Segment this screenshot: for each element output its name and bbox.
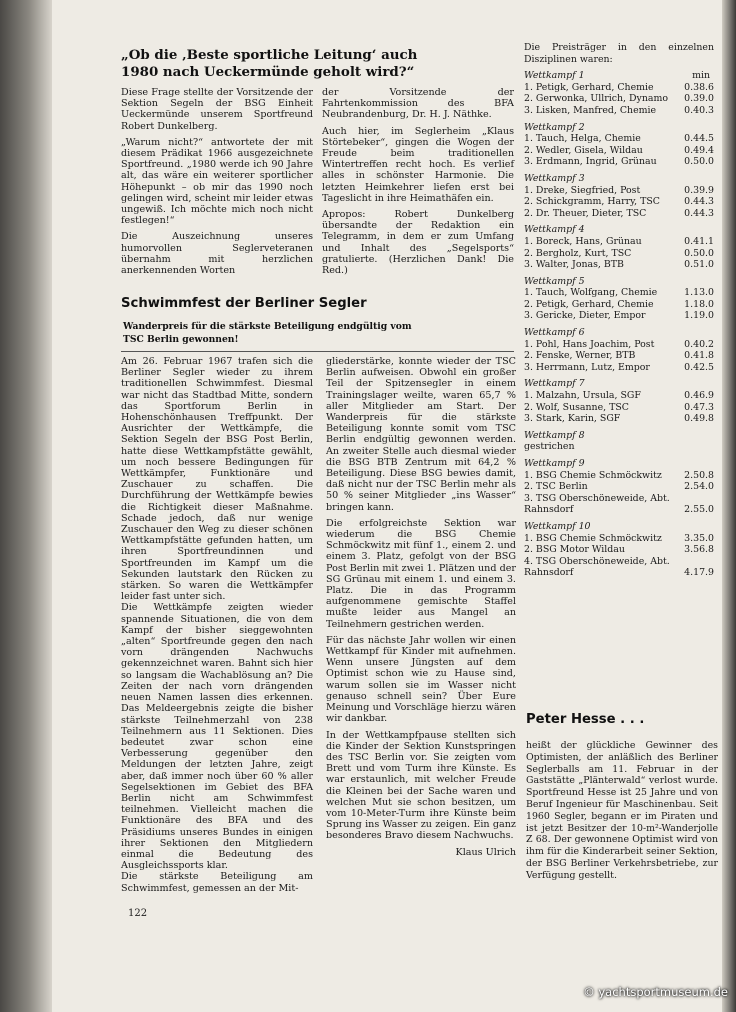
result-time: 0.49.4 <box>684 144 714 156</box>
article1-paragraph: „Warum nicht?“ antwortete der mit diesem Prädikat 1966 ausgezeichnete Sportfreund. „1980 werde ich 90 Jahre alt, das wäre ein weiterer sportlicher Höhepunkt – ob mir das 1990 noch gelingen wird, scheint mir leider etwas ungewiß. Ich möchte mich noch nicht festlegen!“ <box>121 136 313 227</box>
article1-paragraph: Diese Frage stellte der Vorsitzende der Sektion Segeln der BSG Einheit Ueckermünde unserem Sportfreund Robert Dunkelberg. <box>121 87 313 132</box>
result-row <box>524 208 714 220</box>
article1-column-right <box>322 87 514 281</box>
result-time: 0.51.0 <box>684 259 714 271</box>
result-place: 1. BSG Chemie Schmöckwitz <box>524 532 662 544</box>
result-place: 1. Dreke, Siegfried, Post <box>524 184 641 196</box>
result-place: 1. Malzahn, Ursula, SGF <box>524 390 641 402</box>
article2-paragraph: In der Wettkampfpause stellten sich die Kinder der Sektion Kunstspringen des TSC Berlin vor. Sie zeigten vom Brett und vom Turm ihre Künste. Es war erstaunlich, mit welcher Freude die Kleinen bei der Sache waren und welchen Mut sie schon besitzen, um vom 10-Meter-Turm ihre Künste beim Sprung ins Wasser zu zeigen. Ein ganz besonderes Bravo diesem Nachwuchs. <box>326 729 516 842</box>
result-place: 1. Petigk, Gerhard, Chemie <box>524 81 654 93</box>
result-place: 3. Walter, Jonas, BTB <box>524 259 624 271</box>
book-spine-shadow <box>0 0 52 1012</box>
event-heading <box>524 458 714 470</box>
results-events <box>524 70 714 579</box>
result-place: 3. Herrmann, Lutz, Empor <box>524 361 650 373</box>
article2-paragraph: Die erfolgreichste Sektion war wiederum die BSG Chemie Schmöckwitz mit fünf 1., einem 2. und einem 3. Platz, gefolgt von der BSG Post Berlin mit zwei 1. Plätzen und der SG Grünau mit einem 1. und einem 3. Platz. Die in das Programm aufgenommene gemischte Staffel mußte leider aus Mangel an Teilnehmern gestrichen werden. <box>326 517 516 630</box>
result-place: 3. Erdmann, Ingrid, Grünau <box>524 156 657 168</box>
result-time: 2.50.8 <box>684 469 714 481</box>
article3-paragraph: heißt der glückliche Gewinner des Optimisten, der anläßlich des Berliner Seglerballs am 11. Februar in der Gaststätte „Plänterwald“ verlost wurde. Sportfreund Hesse ist 25 Jahre und von Beruf Ingenieur für Maschinenbau. Seit 1960 Segler, begann er im Piraten und ist jetzt Besitzer der 10-m²-Wanderjolle Z 68. Der gewonnene Optimist wird von ihm für die Kinderarbeit seiner Sektion, der BSG Berliner Verkehrsbetriebe, zur Verfügung gestellt. <box>526 740 718 881</box>
results-list <box>524 42 714 579</box>
result-time: 0.44.3 <box>684 196 714 208</box>
event-name: Wettkampf 3 <box>524 172 585 184</box>
result-row <box>524 145 714 157</box>
result-place: 1. Tauch, Wolfgang, Chemie <box>524 287 658 299</box>
result-place: 2. Bergholz, Kurt, TSC <box>524 247 632 259</box>
article2-title: Schwimmfest der Berliner Segler <box>121 296 367 311</box>
result-place: 1. Pohl, Hans Joachim, Post <box>524 338 655 350</box>
result-row <box>524 339 714 351</box>
event-name: Wettkampf 8 <box>524 429 585 441</box>
result-row <box>524 259 714 271</box>
result-place: 4. TSG Oberschöneweide, Abt. Rahnsdorf <box>524 555 670 579</box>
event-heading <box>524 224 714 236</box>
result-row <box>524 133 714 145</box>
article2-paragraph: Die stärkste Beteiligung am Schwimmfest, gemessen an der Mit- <box>121 871 313 894</box>
article2-paragraph: Für das nächste Jahr wollen wir einen Wettkampf für Kinder mit aufnehmen. Wenn unsere Jüngsten auf dem Optimist schon wie zu Hause sind, warum sollen sie im Wasser nicht genauso schnell sein? Über Eure Meinung und Vorschläge hierzu wären wir dankbar. <box>326 634 516 725</box>
event-name: Wettkampf 2 <box>524 121 585 133</box>
result-row <box>524 82 714 94</box>
result-time: 0.47.3 <box>684 401 714 413</box>
time-unit-label: min <box>692 70 710 82</box>
result-place: 1. Tauch, Helga, Chemie <box>524 133 641 145</box>
result-time: 0.42.5 <box>684 361 714 373</box>
result-place: 2. Wolf, Susanne, TSC <box>524 401 629 413</box>
event-name: Wettkampf 5 <box>524 275 585 287</box>
result-time: 0.44.5 <box>684 133 714 145</box>
article2-column-right <box>326 356 516 858</box>
article1-paragraph: Die Auszeichnung unseres humorvollen Seglerveteranen übernahm mit herzlichen anerkennenden Worten <box>121 231 313 277</box>
article3-title: Peter Hesse . . . <box>526 712 645 727</box>
result-time: 3.35.0 <box>684 532 714 544</box>
event-name: Wettkampf 6 <box>524 327 585 339</box>
result-place: 2. Fenske, Werner, BTB <box>524 350 636 362</box>
event-heading <box>524 173 714 185</box>
result-row <box>524 105 714 117</box>
result-time: 0.39.0 <box>684 93 714 105</box>
result-place: 3. Gericke, Dieter, Empor <box>524 310 646 322</box>
article2-column-left <box>121 356 313 899</box>
result-row <box>524 156 714 168</box>
result-row <box>524 470 714 482</box>
event-heading <box>524 122 714 134</box>
result-row <box>524 310 714 322</box>
result-place: 3. Stark, Karin, SGF <box>524 413 621 425</box>
result-time: 0.40.3 <box>684 104 714 116</box>
article1-paragraph: Auch hier, im Seglerheim „Klaus Störtebeker“, gingen die Wogen der Freude beim traditionellen Wintertreffen recht hoch. Es verlief alles in schönster Harmonie. Die letzten Heimkehrer liefen erst bei Tageslicht in ihre Heimathäfen ein. <box>322 125 514 204</box>
result-row <box>524 556 714 579</box>
result-time: 1.19.0 <box>684 310 714 322</box>
result-time: 0.50.0 <box>684 247 714 259</box>
result-time: 3.56.8 <box>684 544 714 556</box>
event-name: Wettkampf 9 <box>524 458 585 469</box>
article1-paragraph: Apropos: Robert Dunkelberg übersandte der Redaktion ein Telegramm, in dem er zum Umfang und Inhalt des „Segelsports“ gratulierte. (Herzlichen Dank! Die Red.) <box>322 209 514 277</box>
result-time: 0.44.3 <box>684 207 714 219</box>
result-time: 1.13.0 <box>684 287 714 299</box>
article3-column <box>526 740 718 887</box>
article2-paragraph: Die Wettkämpfe zeigten wieder spannende Situationen, die von dem Kampf der bisher sieggewohnten „alten“ Sportfreunde gegen den nach vorn drängenden Nachwuchs gekennzeichnet waren. Bahnt sich hier so langsam die Wachablösung an? Die Zeiten der nach vorn drängenden neuen Namen lassen dies erkennen. Das Meldeergebnis zeigte die bisher stärkste Teilnehmerzahl von 238 Teilnehmern aus 11 Sektionen. Dies bedeutet zwar schon eine Verbesserung gegenüber den Meldungen der letzten Jahre, zeigt aber, daß immer noch über 60 % aller Segelsektionen im Gebiet des BFA Berlin nicht am Schwimmfest teilnehmen. Vielleicht machen die Funktionäre des BFA und des Präsidiums unseres Bundes in einigen ihrer Sektionen den Mitgliedern einmal die Bedeutung des Ausgleichssports klar. <box>121 602 313 872</box>
result-place: 3. TSG Oberschöneweide, Abt. Rahnsdorf <box>524 492 670 516</box>
result-place: 2. BSG Motor Wildau <box>524 544 625 556</box>
result-place: 2. Schickgramm, Harry, TSC <box>524 196 660 208</box>
event-heading <box>524 430 714 442</box>
article1-column-left <box>121 87 313 281</box>
result-place: 1. Boreck, Hans, Grünau <box>524 235 642 247</box>
result-row <box>524 236 714 248</box>
result-place: 2. Dr. Theuer, Dieter, TSC <box>524 207 647 219</box>
result-row <box>524 299 714 311</box>
result-time: 0.49.8 <box>684 413 714 425</box>
result-place: 2. Gerwonka, Ullrich, Dynamo <box>524 93 668 105</box>
result-time: 0.41.8 <box>684 350 714 362</box>
result-place: 2. Wedler, Gisela, Wildau <box>524 144 643 156</box>
result-place: 3. Lisken, Manfred, Chemie <box>524 104 657 116</box>
article1-title: „Ob die ‚Beste sportliche Leitung‘ auch 1980 nach Ueckermünde geholt wird?“ <box>121 47 418 80</box>
result-row <box>524 287 714 299</box>
result-row <box>524 402 714 414</box>
result-time: 0.50.0 <box>684 156 714 168</box>
event-heading <box>524 521 714 533</box>
event-name: Wettkampf 1 <box>524 70 585 82</box>
result-row <box>524 481 714 493</box>
result-time: 0.46.9 <box>684 390 714 402</box>
result-time: 2.55.0 <box>684 504 714 516</box>
event-name: Wettkampf 10 <box>524 520 591 532</box>
result-place: 2. TSC Berlin <box>524 481 588 493</box>
watermark: © yachtsportmuseum.de <box>583 985 728 999</box>
result-time: 2.54.0 <box>684 481 714 493</box>
result-row <box>524 185 714 197</box>
result-row <box>524 93 714 105</box>
page-edge-shadow <box>722 0 736 1012</box>
result-row <box>524 362 714 374</box>
result-place: 2. Petigk, Gerhard, Chemie <box>524 298 654 310</box>
event-heading <box>524 276 714 288</box>
article2-author: Klaus Ulrich <box>455 846 516 858</box>
result-row <box>524 544 714 556</box>
result-row <box>524 196 714 208</box>
result-row <box>524 248 714 260</box>
event-name: Wettkampf 7 <box>524 378 585 390</box>
event-heading <box>524 327 714 339</box>
event-name: Wettkampf 4 <box>524 224 585 236</box>
results-intro: Die Preisträger in den einzelnen Disziplinen waren: <box>524 42 714 65</box>
article1-paragraph: der Vorsitzende der Fahrtenkommission des BFA Neubrandenburg, Dr. H. J. Näthke. <box>322 87 514 121</box>
article2-subtitle: Wanderpreis für die stärkste Beteiligung endgültig vom TSC Berlin gewonnen! <box>123 321 412 345</box>
event-heading <box>524 378 714 390</box>
result-time: 0.41.1 <box>684 235 714 247</box>
article2-paragraph: gliederstärke, konnte wieder der TSC Berlin aufweisen. Obwohl ein großer Teil der Spitzensegler in einem Trainingslager weilte, waren 65,7 % aller Mitglieder am Start. Der Wanderpreis für die stärkste Beteiligung konnte somit vom TSC Berlin endgültig gewonnen werden. An zweiter Stelle auch diesmal wieder die BSG BTB Zentrum mit 64,2 % Beteiligung. Diese BSG bewies damit, daß nicht nur der TSC Berlin mehr als 50 % seiner Mitglieder „ins Wasser“ bringen kann. <box>326 356 516 513</box>
result-row <box>524 413 714 425</box>
page-number: 122 <box>128 908 148 919</box>
result-row <box>524 493 714 516</box>
result-time: 0.38.6 <box>684 81 714 93</box>
result-row <box>524 390 714 402</box>
article2-divider <box>121 351 514 352</box>
event-heading <box>524 70 714 82</box>
event-note: gestrichen <box>524 441 575 453</box>
result-time: 4.17.9 <box>684 567 714 579</box>
result-time: 0.40.2 <box>684 338 714 350</box>
result-time: 0.39.9 <box>684 184 714 196</box>
article2-paragraph: Am 26. Februar 1967 trafen sich die Berliner Segler wieder zu ihrem traditionellen Schwimmfest. Diesmal war nicht das Stadtbad Mitte, sondern das Sportforum Berlin in Hohenschönhausen Treffpunkt. Der Ausrichter der Wettkämpfe, die Sektion Segeln der BSG Post Berlin, hatte diese Wettkampfstätte gewählt, um noch bessere Bedingungen für Wettkämpfer, Funktionäre und Zuschauer zu schaffen. Die Durchführung der Wettkämpfe bewies die Richtigkeit dieser Maßnahme. Schade jedoch, daß nur wenige Zuschauer den Weg zu dieser schönen Wettkampfstätte gefunden hatten, um ihren Sportfreundinnen und Sportfreunden im Kampf um die Sekunden lautstark den Rücken zu stärken. So waren die Wettkämpfer leider fast unter sich. <box>121 356 313 603</box>
result-row <box>524 350 714 362</box>
result-time: 1.18.0 <box>684 298 714 310</box>
result-place: 1. BSG Chemie Schmöckwitz <box>524 469 662 481</box>
result-row <box>524 533 714 545</box>
